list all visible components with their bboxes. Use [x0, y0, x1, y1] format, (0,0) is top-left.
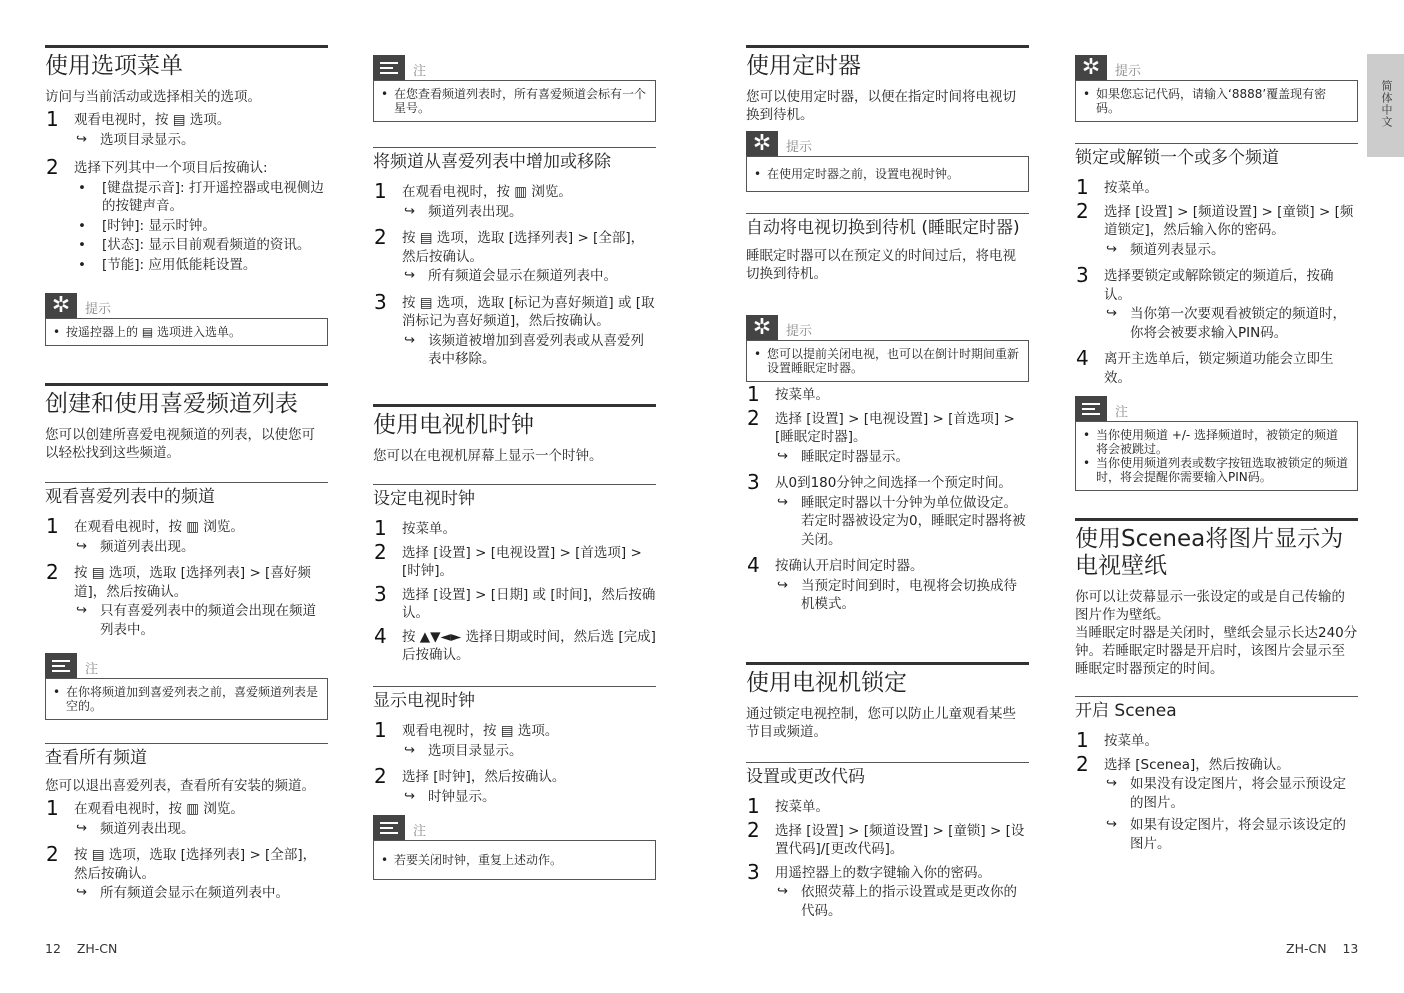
- section-sleep-timer: 自动将电视切换到待机 (睡眠定时器) 睡眠定时器可以在预定义的时间过后，将电视切换到待机。: [746, 213, 1029, 283]
- section-tv-clock: 使用电视机时钟 您可以在电视机屏幕上显示一个时钟。: [373, 404, 656, 465]
- heading-options-menu: 使用选项菜单: [45, 45, 328, 80]
- sleep-timer-steps: 1 按菜单。 2 选择 [设置] > [电视设置] > [首选项] > [睡眠定时器]。 ↪ 睡眠定时器显示。 3 从0到180分钟之间选择一个预定时间。 ↪ 睡眠定时器以十分钟为单位做设定。若定时器被设定为0，睡眠定时器将被关闭。 4 按确认开启时间定时器。 ↪ 当预定时间到时，电视将会切换成待机模式。: [747, 382, 1026, 612]
- section-enable-scenea: 开启 Scenea 1 按菜单。 2 选择 [Scenea]，然后按确认。 ↪ 如果没有设定图片，将会显示预设定的图片。 ↪ 如果有设定图片，将会显示该设定的图片。: [1075, 696, 1358, 853]
- result-arrow-icon: ↪: [76, 603, 87, 618]
- note-box: 注 • 在你将频道加到喜爱列表之前，喜爱频道列表是空的。: [45, 653, 328, 720]
- section-favourites: 创建和使用喜爱频道列表 您可以创建所喜爱电视频道的列表，以使您可以轻松找到这些频道。: [45, 383, 328, 462]
- section-set-clock: 设定电视时钟 1 按菜单。 2 选择 [设置] > [电视设置] > [首选项] > [时钟]。 3 选择 [设置] > [日期] 或 [时间]，然后按确认。 4 按 ▲▼◄► 选择日期或时间，然后选 [完成] 后按确认。: [373, 484, 656, 665]
- language-code-right: ZH-CN: [1286, 941, 1327, 956]
- result-arrow-icon: ↪: [777, 494, 788, 510]
- tip-star-icon: ✲: [45, 293, 77, 318]
- tip-box-code: ✲ 提示 • 如果您忘记代码，请输入‘8888’覆盖现有密码。: [1075, 55, 1358, 122]
- section-watch-favourites: 观看喜爱列表中的频道 1 在观看电视时，按 ▥ 浏览。 ↪ 频道列表出现。 2 按 ▤ 选项，选取 [选择列表] > [喜好频道]，然后按确认。 ↪ 只有喜爱列表中的频道会出现在频道列表中。: [45, 482, 328, 639]
- result-arrow-icon: ↪: [777, 884, 788, 899]
- note-lines-icon: [45, 653, 77, 678]
- section-timer: 使用定时器 您可以使用定时器，以便在指定时间将电视切换到待机。: [746, 45, 1029, 124]
- note-lines-icon: [1075, 396, 1107, 421]
- result-arrow-icon: ↪: [1106, 776, 1117, 791]
- section-options-menu: 使用选项菜单 访问与当前活动或选择相关的选项。 1 观看电视时，按 ▤ 选项。 ↪ 选项目录显示。 2 选择下列其中一个项目后按确认: • [键盘提示音]: 打开遥控器或电视侧边的按键声音。 • [时钟]: 显示时钟。 • [状态]: 显示目前观看频道的资讯。 • [节能]: 应用低能耗设置。: [45, 45, 328, 274]
- result-arrow-icon: ↪: [1106, 306, 1117, 321]
- result-arrow-icon: ↪: [404, 788, 415, 804]
- tip-star-icon: ✲: [1075, 55, 1107, 80]
- result-arrow-icon: ↪: [76, 820, 87, 836]
- tip-box-timer: ✲ 提示 • 在使用定时器之前，设置电视时钟。: [746, 131, 1029, 192]
- result-arrow-icon: ↪: [404, 268, 415, 283]
- result-arrow-icon: ↪: [1106, 817, 1117, 832]
- page-number-left: 12: [45, 941, 61, 956]
- result-arrow-icon: ↪: [404, 203, 415, 219]
- result-arrow-icon: ↪: [777, 577, 788, 593]
- language-tab: 简体中文: [1367, 54, 1404, 157]
- result-arrow-icon: ↪: [404, 332, 415, 348]
- section-tv-lock: 使用电视机锁定 通过锁定电视控制，您可以防止儿童观看某些节目或频道。: [746, 662, 1029, 741]
- result-arrow-icon: ↪: [76, 131, 87, 147]
- tip-star-icon: ✲: [746, 131, 778, 156]
- language-code-left: ZH-CN: [76, 941, 118, 956]
- result-arrow-icon: ↪: [1106, 241, 1117, 257]
- footer-right: [1286, 941, 1358, 956]
- section-lock-channels: 锁定或解锁一个或多个频道 1 按菜单。 2 选择 [设置] > [频道设置] > [童锁] > [频道锁定]，然后输入你的密码。 ↪ 频道列表显示。 3 选择要锁定或解除锁定的频道后，按确认。 ↪ 当你第一次要观看被锁定的频道时，你将会被要求输入PIN码。 4 离开主选单后，锁定频道功能会立即生效。: [1075, 143, 1358, 387]
- tip-box-sleep: ✲ 提示 • 您可以提前关闭电视，也可以在倒计时期间重新设置睡眠定时器。: [746, 315, 1029, 382]
- section-all-channels: 查看所有频道 您可以退出喜爱列表，查看所有安装的频道。 1 在观看电视时，按 ▥ 浏览。 ↪ 频道列表出现。 2 按 ▤ 选项，选取 [选择列表] > [全部]，然后按确认。 ↪ 所有频道会显示在频道列表中。: [45, 743, 328, 903]
- section-set-code: 设置或更改代码 1 按菜单。 2 选择 [设置] > [频道设置] > [童锁] > [设置代码]/[更改代码]。 3 用遥控器上的数字键输入你的密码。 ↪ 依照荧幕上的指示设置或是更改你的代码。: [746, 762, 1029, 920]
- tip-box: ✲ 提示 • 按遥控器上的 ▤ 选项进入选单。: [45, 293, 328, 346]
- step-2: 2 选择下列其中一个项目后按确认: • [键盘提示音]: 打开遥控器或电视侧边的按键声音。 • [时钟]: 显示时钟。 • [状态]: 显示目前观看频道的资讯。 • [节能]: 应用低能耗设置。: [46, 155, 324, 273]
- footer-left: [45, 941, 117, 956]
- result-arrow-icon: ↪: [76, 885, 87, 900]
- result-arrow-icon: ↪: [404, 742, 415, 758]
- section-add-remove-favourites: 将频道从喜爱列表中增加或移除 1 在观看电视时，按 ▥ 浏览。 ↪ 频道列表出现。 2 按 ▤ 选项，选取 [选择列表] > [全部]，然后按确认。 ↪ 所有频道会显示在频道列表中。 3 按 ▤ 选项，选取 [标记为喜好频道] 或 [取消标记为喜好频道]，然后按确认。 ↪ 该频道被增加到喜爱列表或从喜爱列表中移除。: [373, 147, 656, 369]
- note-box-clock: 注 • 若要关闭时钟，重复上述动作。: [373, 815, 656, 880]
- note-lines-icon: [373, 815, 405, 840]
- note-lines-icon: [373, 55, 405, 80]
- page-number-right: 13: [1342, 941, 1359, 956]
- section-scenea: 使用Scenea将图片显示为电视壁纸 你可以让荧幕显示一张设定的或是自己传输的图片作为壁纸。 当睡眠定时器是关闭时，壁纸会显示长达240分钟。若睡眠定时器是开启时，该图片会显示至睡眠定时器预定的时间。: [1075, 518, 1358, 678]
- note-box-lock: 注 • 当你使用频道 +/- 选择频道时，被锁定的频道将会被跳过。 • 当你使用频道列表或数字按钮选取被锁定的频道时，将会提醒你需要输入PIN码。: [1075, 396, 1358, 491]
- tip-star-icon: ✲: [746, 315, 778, 340]
- result-arrow-icon: ↪: [777, 448, 788, 464]
- section-show-clock: 显示电视时钟 1 观看电视时，按 ▤ 选项。 ↪ 选项目录显示。 2 选择 [时钟]，然后按确认。 ↪ 时钟显示。: [373, 686, 656, 806]
- step-1: 1 观看电视时，按 ▤ 选项。 ↪ 选项目录显示。: [46, 107, 231, 148]
- result-arrow-icon: ↪: [76, 538, 87, 554]
- note-box-top: 注 • 在您查看频道列表时，所有喜爱频道会标有一个星号。: [373, 55, 656, 122]
